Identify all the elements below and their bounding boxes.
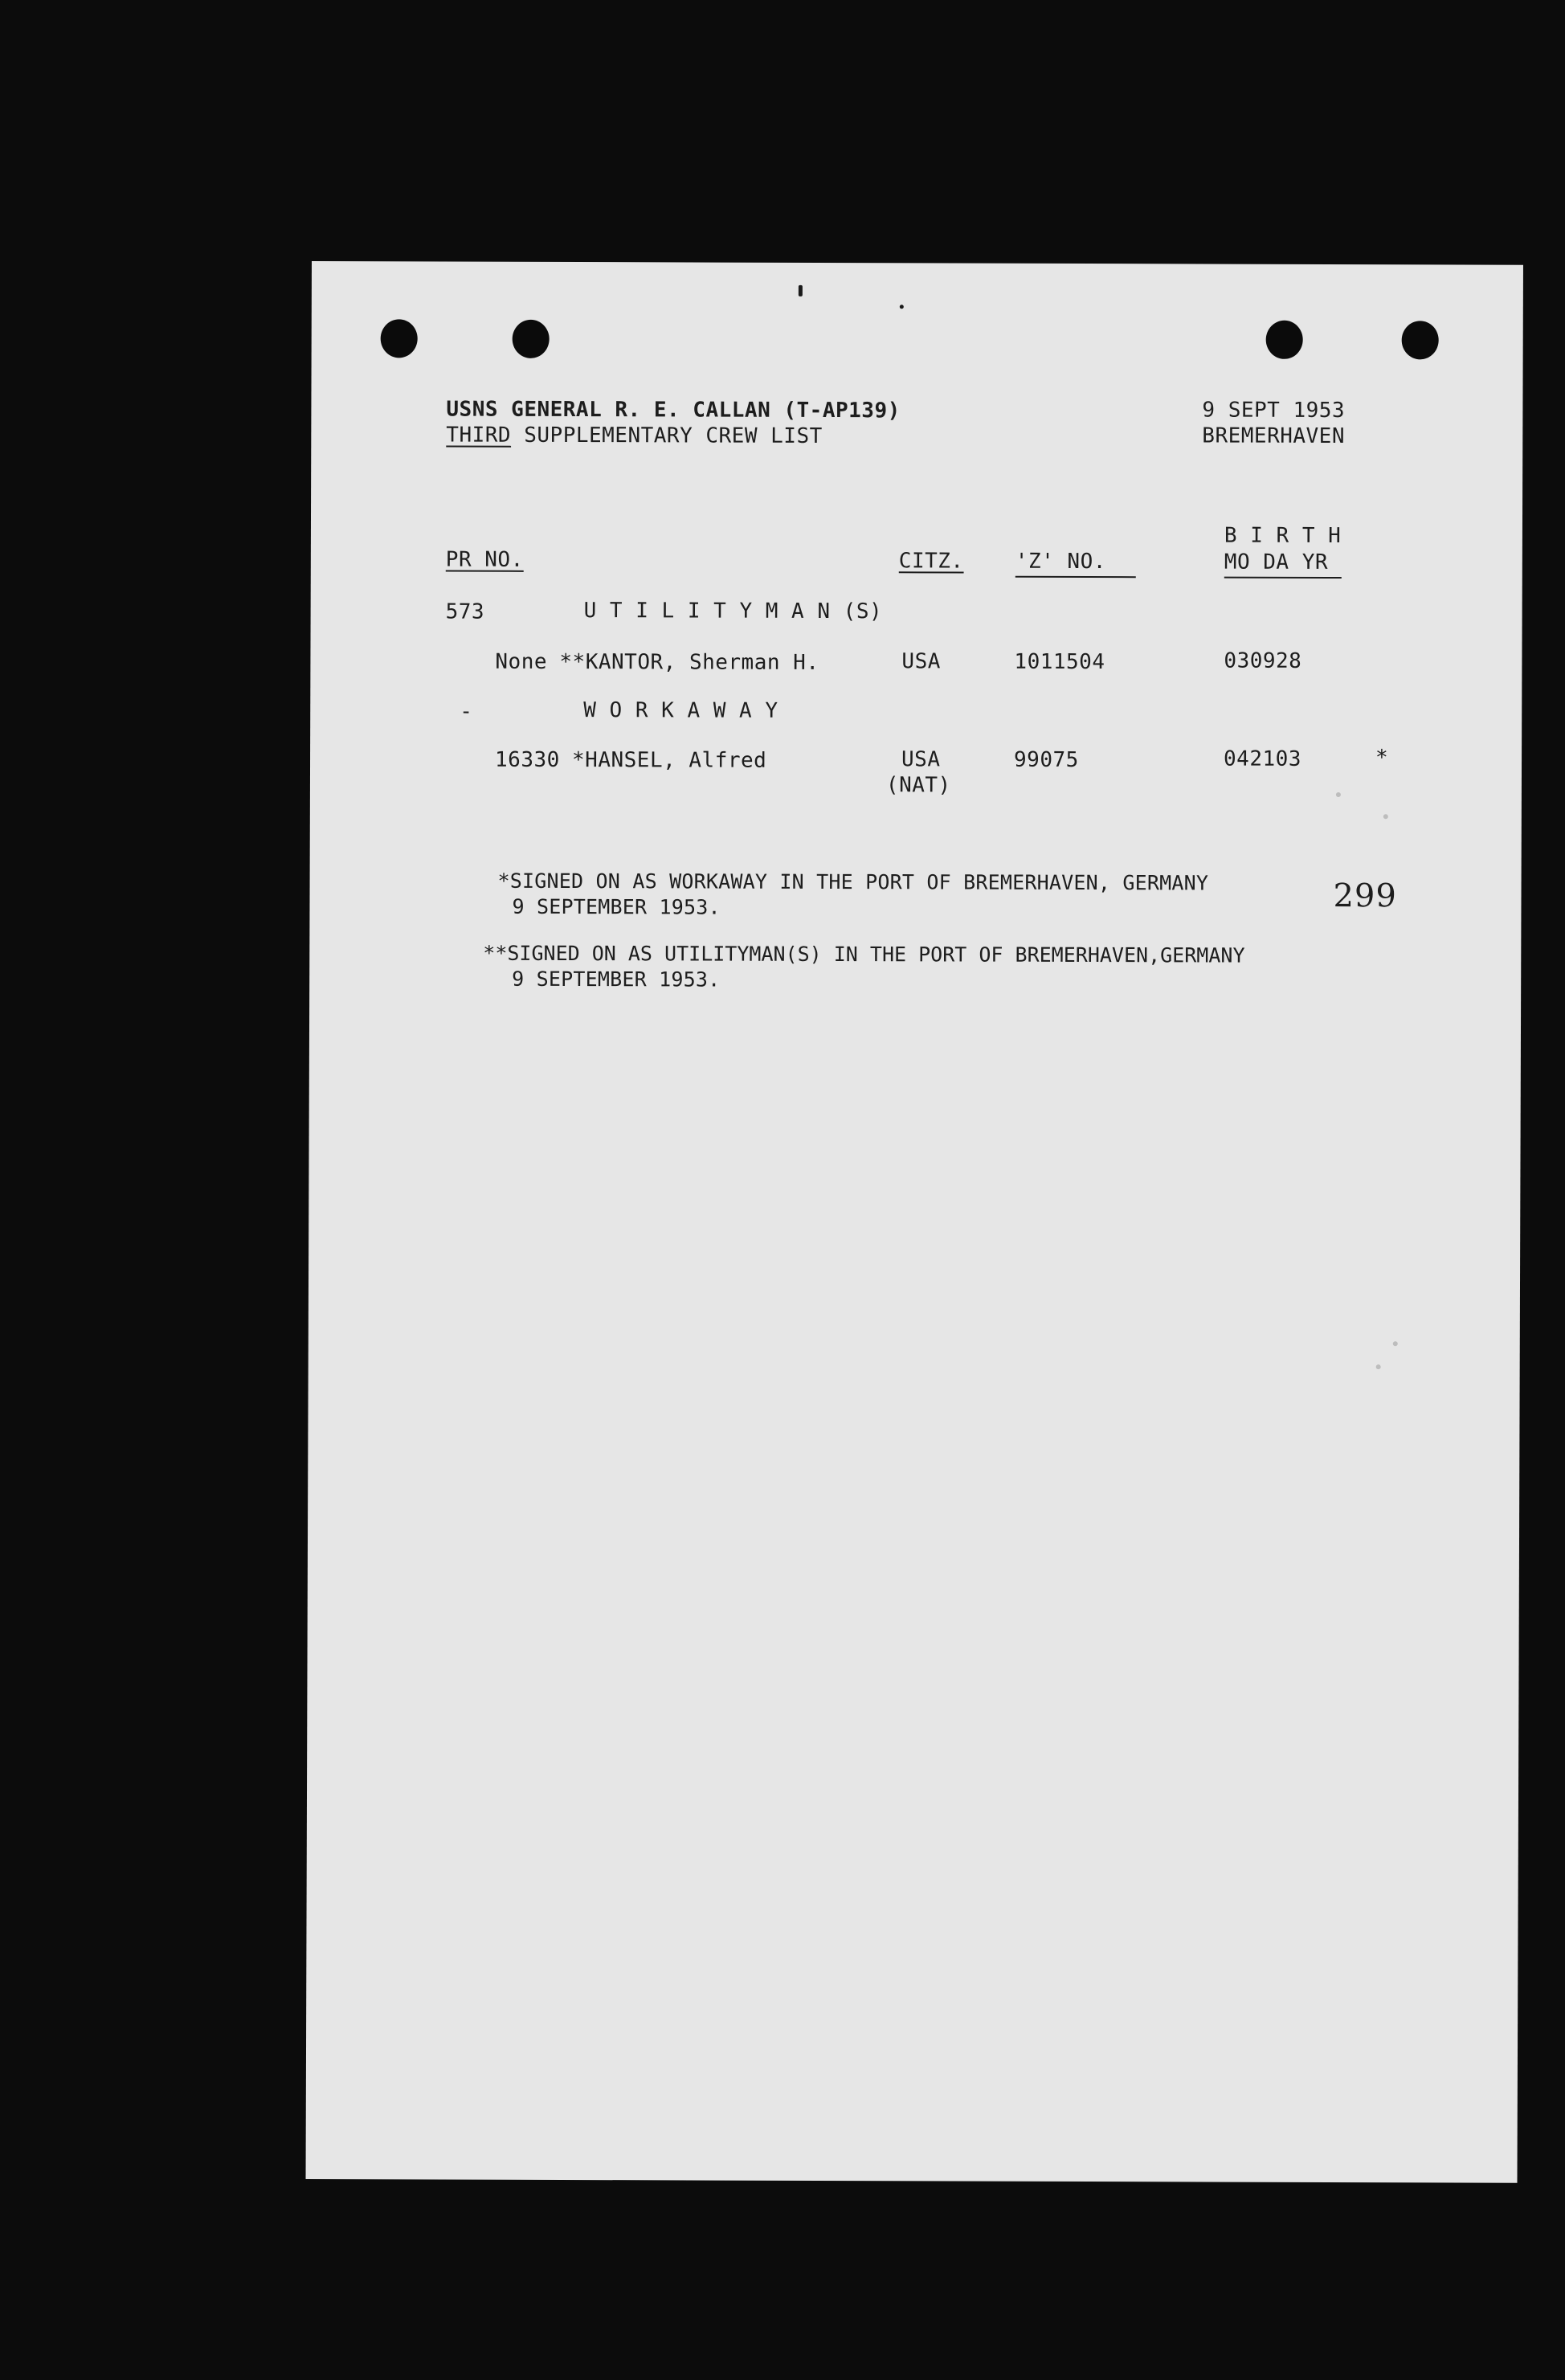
section-title-workaway: W O R K A W A Y xyxy=(583,698,778,723)
list-date: 9 SEPT 1953 xyxy=(1202,398,1346,423)
page-number: 299 xyxy=(1333,877,1397,915)
section-pr-no: - xyxy=(460,699,473,724)
list-ordinal: THIRD xyxy=(446,423,512,448)
footnote-utilityman-line1: **SIGNED ON AS UTILITYMAN(S) IN THE PORT OF BREMERHAVEN,GERMANY xyxy=(483,941,1245,967)
entry-pr-no: None xyxy=(495,649,548,674)
entry-name: **KANTOR, Sherman H. xyxy=(559,649,819,675)
entry-z-no: 1011504 xyxy=(1014,649,1105,675)
punch-hole-right-1 xyxy=(1266,321,1303,359)
column-citz: CITZ. xyxy=(898,549,964,574)
list-title-line xyxy=(446,423,823,449)
punch-hole-right-2 xyxy=(1402,321,1439,359)
ship-name: USNS GENERAL R. E. CALLAN (T-AP139) xyxy=(446,397,901,423)
list-title: SUPPLEMENTARY CREW LIST xyxy=(524,423,823,448)
ink-speck xyxy=(1393,1341,1398,1346)
ink-speck xyxy=(900,305,904,309)
column-mo-da-yr: MO DA YR xyxy=(1224,550,1342,579)
footnote-workaway-line2: 9 SEPTEMBER 1953. xyxy=(512,894,721,919)
entry-birth: 030928 xyxy=(1224,648,1302,673)
section-title-utilityman: U T I L I T Y M A N (S) xyxy=(583,599,883,624)
section-pr-no: 573 xyxy=(445,599,485,624)
punch-hole-left-1 xyxy=(381,319,418,358)
ink-speck xyxy=(1383,814,1388,819)
crew-list-page xyxy=(306,261,1523,2183)
entry-pr-no: 16330 xyxy=(495,747,560,772)
ink-speck xyxy=(1376,1364,1381,1369)
column-z-no: 'Z' NO. xyxy=(1015,549,1136,578)
entry-birth: 042103 xyxy=(1224,746,1302,771)
column-pr-no: PR NO. xyxy=(445,547,524,572)
entry-citz: USA xyxy=(901,649,941,674)
ink-speck xyxy=(1336,792,1341,797)
punch-hole-left-2 xyxy=(513,320,550,358)
ink-speck xyxy=(799,285,803,296)
entry-citz: USA xyxy=(901,747,941,772)
entry-citz-note: (NAT) xyxy=(885,773,951,798)
list-port: BREMERHAVEN xyxy=(1202,423,1346,449)
entry-z-no: 99075 xyxy=(1014,747,1079,773)
entry-mark: * xyxy=(1375,746,1389,771)
entry-name: *HANSEL, Alfred xyxy=(572,748,767,773)
footnote-utilityman-line2: 9 SEPTEMBER 1953. xyxy=(512,967,721,992)
column-birth: B I R T H xyxy=(1224,523,1342,549)
footnote-workaway-line1: *SIGNED ON AS WORKAWAY IN THE PORT OF BREMERHAVEN, GERMANY xyxy=(497,869,1209,895)
